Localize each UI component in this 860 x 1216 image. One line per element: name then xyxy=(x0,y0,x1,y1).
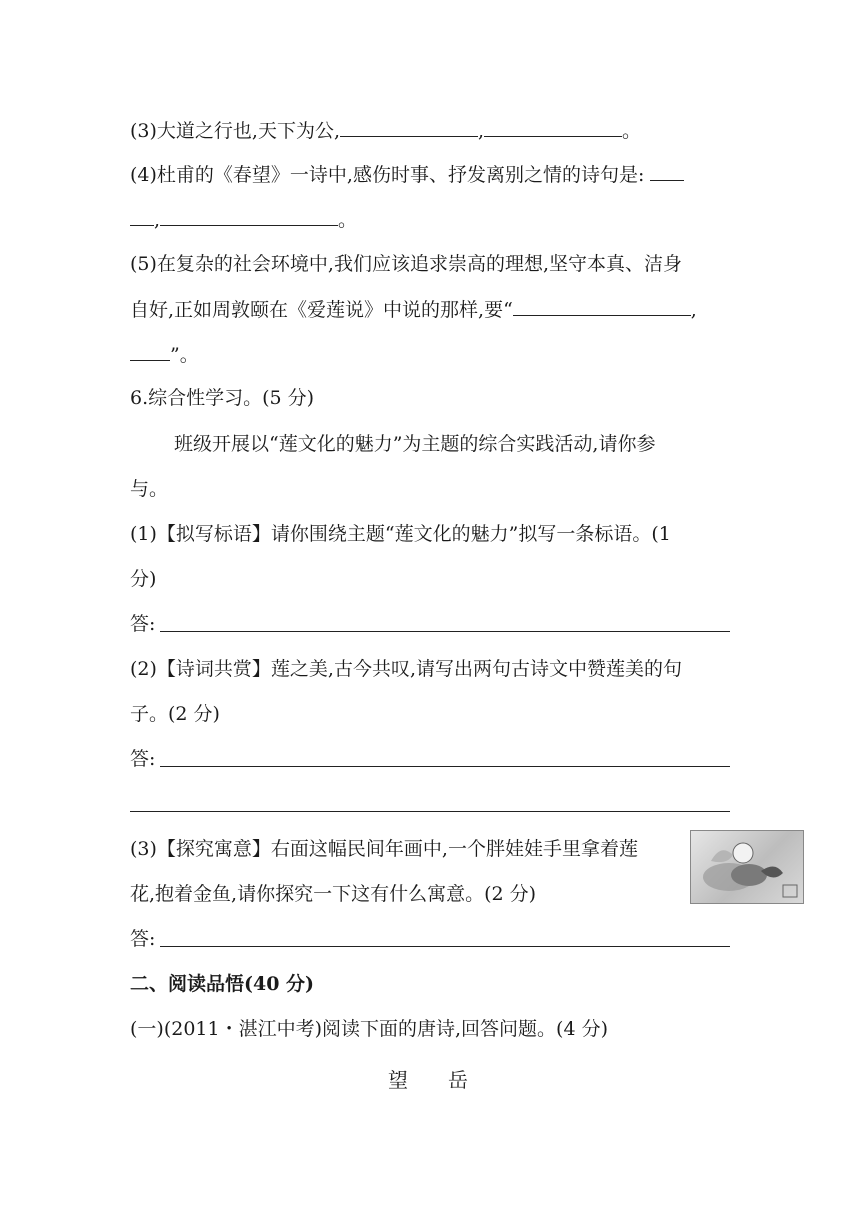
section-6-intro-line-2: 与。 xyxy=(130,478,169,500)
answer-label-1: 答: xyxy=(130,613,156,635)
answer-label-2: 答: xyxy=(130,748,156,770)
part-3-line-1: (3)【探究寓意】右面这幅民间年画中,一个胖娃娃手里拿着莲 xyxy=(130,838,638,860)
blank[interactable] xyxy=(130,342,170,361)
part-2-subheading: (一)(2011・湛江中考)阅读下面的唐诗,回答问题。(4 分) xyxy=(130,1018,608,1040)
answer-label-3: 答: xyxy=(130,928,156,950)
blank[interactable] xyxy=(130,207,154,226)
part-2-line-1: (2)【诗词共赏】莲之美,古今共叹,请写出两句古诗文中赞莲美的句 xyxy=(130,658,682,680)
part-3-line-2: 花,抱着金鱼,请你探究一下这有什么寓意。(2 分) xyxy=(130,883,537,905)
blank[interactable] xyxy=(513,297,691,316)
question-5-line-1: (5)在复杂的社会环境中,我们应该追求崇高的理想,坚守本真、洁身 xyxy=(130,253,682,275)
folk-painting-image xyxy=(690,830,804,904)
question-5-line-3: ”。 xyxy=(130,342,199,367)
question-4-line-2: , 。 xyxy=(130,207,357,232)
blank[interactable] xyxy=(340,118,478,137)
part-1-line-2: 分) xyxy=(130,568,157,590)
part-2-heading: 二、阅读品悟(40 分) xyxy=(130,973,315,995)
answer-line-1[interactable] xyxy=(160,631,730,632)
question-3: (3)大道之行也,天下为公, , 。 xyxy=(130,120,642,142)
part-2-line-2: 子。(2 分) xyxy=(130,703,220,725)
question-5-line-2: 自好,正如周敦颐在《爱莲说》中说的那样,要“ , xyxy=(130,299,697,321)
answer-line-3[interactable] xyxy=(160,946,730,947)
part-1-line-1: (1)【拟写标语】请你围绕主题“莲文化的魅力”拟写一条标语。(1 xyxy=(130,523,671,545)
folk-painting-illustration xyxy=(691,831,803,903)
blank[interactable] xyxy=(484,118,622,137)
answer-line-2b[interactable] xyxy=(130,811,730,812)
blank[interactable] xyxy=(650,162,684,181)
question-4-line-1: (4)杜甫的《春望》一诗中,感伤时事、抒发离别之情的诗句是: xyxy=(130,162,684,187)
section-6-heading: 6.综合性学习。(5 分) xyxy=(130,387,315,409)
answer-line-2a[interactable] xyxy=(160,766,730,767)
section-6-intro-line-1: 班级开展以“莲文化的魅力”为主题的综合实践活动,请你参 xyxy=(174,433,656,455)
blank[interactable] xyxy=(160,207,338,226)
poem-title: 望 岳 xyxy=(388,1068,468,1092)
